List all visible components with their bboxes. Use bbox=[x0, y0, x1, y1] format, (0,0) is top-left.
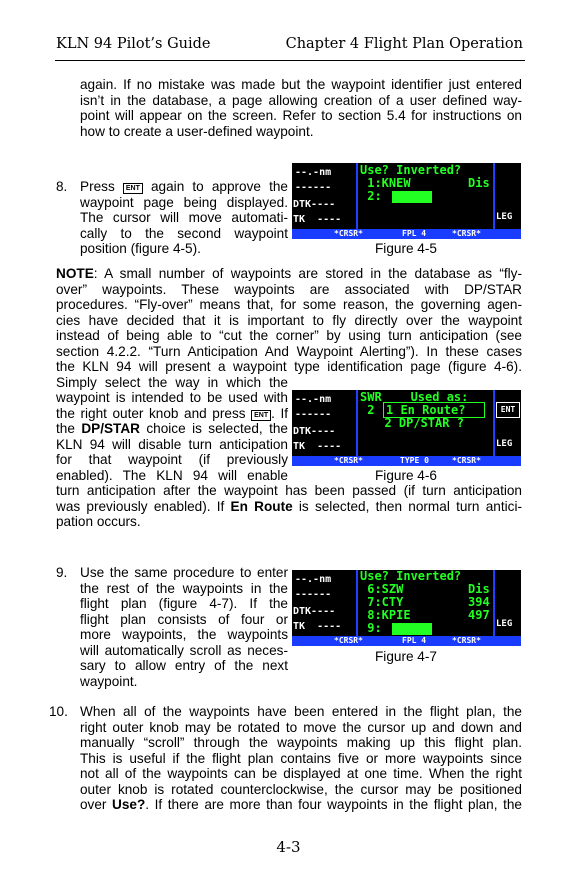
fpl-title: Use? Inverted? bbox=[360, 570, 462, 583]
figure-4-5-caption: Figure 4-5 bbox=[375, 241, 437, 256]
note-line: over” waypoints. These waypoints are associated with DP/STAR bbox=[56, 281, 522, 297]
figure-4-5-screen bbox=[292, 163, 521, 239]
step-9-line: Use the same procedure to enter bbox=[80, 565, 288, 580]
fpl-row: 6:SZW bbox=[360, 582, 404, 596]
step-10-line: When all of the waypoints have been entered in the flight plan, the bbox=[80, 704, 522, 719]
note-line: was previously enabled). If En Route is selected, then normal turn antici- bbox=[56, 498, 522, 514]
step-9-line: will automatically scroll as neces- bbox=[80, 642, 288, 658]
page-label: FPL 4 bbox=[402, 229, 427, 238]
fpl-row-1-dis: Dis bbox=[468, 176, 490, 190]
step-9-line: sary to allow entry of the next bbox=[80, 658, 288, 673]
page-number: 4-3 bbox=[276, 838, 301, 856]
leg-annunciator: LEG bbox=[496, 212, 513, 222]
note-line: waypoint is intended to be used with bbox=[56, 390, 288, 405]
header-rule bbox=[55, 60, 525, 61]
note-line: the KLN 94 will present a waypoint type identification page (figure 4-6). bbox=[56, 359, 522, 374]
note-line: section 4.2.2. “Turn Anticipation And Waypoint Alerting”). In these cases bbox=[56, 343, 522, 359]
step-9-line: waypoint. bbox=[80, 673, 138, 689]
running-header-chapter: Chapter 4 Flight Plan Operation bbox=[285, 36, 523, 52]
note-line: turn anticipation after the waypoint has been passed (if turn anticipation bbox=[56, 483, 522, 498]
step-10-line: This is useful if the flight plan contains five or more waypoints since bbox=[80, 750, 522, 766]
crsr-right: *CRSR* bbox=[452, 636, 481, 645]
tk-readout: TK ---- bbox=[293, 621, 342, 632]
dtk-readout: DTK---- bbox=[293, 426, 336, 437]
figure-4-6-caption: Figure 4-6 bbox=[375, 468, 437, 483]
status-bar bbox=[292, 636, 521, 646]
option-dp-star: 2 DP/STAR ? bbox=[370, 416, 464, 430]
tk-readout: TK ---- bbox=[293, 441, 342, 452]
screen-divider bbox=[493, 390, 495, 456]
status-bar bbox=[292, 456, 521, 466]
dash-readout: ------ bbox=[295, 182, 332, 193]
intro-line: how to create a user-defined waypoint. bbox=[80, 123, 314, 139]
crsr-left: *CRSR* bbox=[334, 456, 363, 465]
note-line: for that waypoint (if previously bbox=[56, 452, 288, 467]
step-8-line: waypoint page being displayed. bbox=[80, 194, 288, 210]
figure-4-7-screen bbox=[292, 570, 521, 646]
ent-key-icon: ENT bbox=[123, 183, 143, 194]
screen-divider bbox=[356, 390, 358, 456]
screen-divider bbox=[493, 570, 495, 636]
crsr-left: *CRSR* bbox=[334, 229, 363, 238]
note-line: the right outer knob and press ENT . If bbox=[56, 405, 289, 421]
distance-readout: --.-nm bbox=[295, 394, 332, 405]
step-8-line: position (figure 4-5). bbox=[80, 241, 201, 256]
dash-readout: ------ bbox=[295, 409, 332, 420]
note-line: KLN 94 will disable turn anticipation bbox=[56, 436, 288, 452]
step-10-text bbox=[80, 704, 522, 813]
tk-readout: TK ---- bbox=[293, 214, 342, 225]
note-line: procedures. “Fly-over” means that, for some reason, the governing agen- bbox=[56, 297, 522, 312]
note-line: the DP/STAR choice is selected, the bbox=[56, 421, 288, 436]
crsr-right: *CRSR* bbox=[452, 229, 481, 238]
intro-line: isn’t in the database, a page allowing creation of a user defined way- bbox=[80, 92, 522, 108]
status-bar bbox=[292, 229, 521, 239]
crsr-right: *CRSR* bbox=[452, 456, 481, 465]
screen-divider bbox=[356, 570, 358, 636]
note-line: Simply select the way in which the bbox=[56, 374, 288, 390]
fpl-row: 8:KPIE bbox=[360, 608, 411, 622]
step-9-line: flight plan (figure 4-7). If the bbox=[80, 596, 288, 611]
fpl-row-dis: Dis bbox=[468, 582, 490, 596]
note-line: enabled). The KLN 94 will enable bbox=[56, 467, 288, 483]
ent-annunciator: ENT bbox=[496, 402, 520, 418]
distance-readout: --.-nm bbox=[295, 167, 332, 178]
step-8-line: Press ENT again to approve the bbox=[80, 179, 288, 194]
fpl-row-2: 2: bbox=[360, 189, 382, 203]
note-tail bbox=[56, 483, 522, 530]
page-label: FPL 4 bbox=[402, 636, 427, 645]
fpl-row-dis: 394 bbox=[468, 595, 490, 609]
step-10-line: not all of the waypoints can be displayed at one time. When the right bbox=[80, 766, 522, 781]
figure-4-7-caption: Figure 4-7 bbox=[375, 649, 437, 664]
ent-key-icon: ENT bbox=[251, 410, 271, 421]
step-9-line: flight plan consists of four or bbox=[80, 611, 288, 627]
step-10-line: outer knob is rotated counterclockwise, the cursor may be positioned bbox=[80, 781, 522, 797]
step-8-number: 8. bbox=[56, 179, 68, 194]
step-10-line: over Use?. If there are more than four waypoints in the flight plan, the bbox=[80, 797, 522, 812]
note-wrap-text bbox=[56, 375, 288, 484]
distance-readout: --.-nm bbox=[295, 574, 332, 585]
crsr-left: *CRSR* bbox=[334, 636, 363, 645]
dash-readout: ------ bbox=[295, 589, 332, 600]
page-label: TYPE 0 bbox=[400, 456, 429, 465]
intro-line: point will appear on the screen. Refer to section 5.4 for instructions on bbox=[80, 108, 522, 123]
note-line: pation occurs. bbox=[56, 514, 141, 529]
running-header-title: KLN 94 Pilot’s Guide bbox=[56, 36, 211, 52]
intro-line: again. If no mistake was made but the waypoint identifier just entered bbox=[80, 77, 522, 92]
fpl-row-1: 1:KNEW bbox=[360, 176, 411, 190]
fpl-title: Use? Inverted? bbox=[360, 163, 462, 177]
step-9-line: more waypoints, the waypoints bbox=[80, 627, 288, 642]
cursor-block bbox=[392, 191, 432, 203]
step-9-text bbox=[80, 565, 288, 689]
screen-divider bbox=[493, 163, 495, 229]
dtk-readout: DTK---- bbox=[293, 606, 336, 617]
screen-divider bbox=[356, 163, 358, 229]
cursor-block bbox=[392, 623, 432, 635]
step-10-number: 10. bbox=[49, 704, 68, 719]
fpl-row: 7:CTY bbox=[360, 595, 404, 609]
step-9-line: the rest of the waypoints in the bbox=[80, 580, 288, 596]
step-8-line: cally to the second waypoint bbox=[80, 225, 288, 241]
step-8-text bbox=[80, 179, 288, 257]
note-paragraph bbox=[56, 266, 522, 375]
waypoint-number: 2 bbox=[360, 403, 375, 417]
fpl-row: 9: bbox=[360, 621, 382, 635]
note-line: NOTE: A small number of waypoints are stored in the database as “fly- bbox=[56, 266, 522, 281]
option-en-route: 1 En Route? bbox=[386, 403, 466, 417]
intro-paragraph bbox=[80, 77, 522, 139]
note-line: instead of being able to “cut the corner” by using turn anticipation (see bbox=[56, 328, 522, 343]
note-label: NOTE bbox=[56, 266, 94, 281]
fpl-row-dis: 497 bbox=[468, 608, 490, 622]
leg-annunciator: LEG bbox=[496, 439, 513, 449]
leg-annunciator: LEG bbox=[496, 619, 513, 629]
step-10-line: right outer knob may be rotated to move the cursor up and down and bbox=[80, 719, 522, 735]
note-line: cies have decided that it is important to fly directly over the waypoint bbox=[56, 312, 522, 328]
step-10-line: manually “scroll” through the waypoints making up this flight plan. bbox=[80, 735, 522, 750]
type-title: SWR Used as: bbox=[360, 390, 469, 404]
step-9-number: 9. bbox=[56, 565, 68, 580]
step-8-line: The cursor will move automati- bbox=[80, 210, 288, 225]
figure-4-6-screen bbox=[292, 390, 521, 466]
dtk-readout: DTK---- bbox=[293, 199, 336, 210]
